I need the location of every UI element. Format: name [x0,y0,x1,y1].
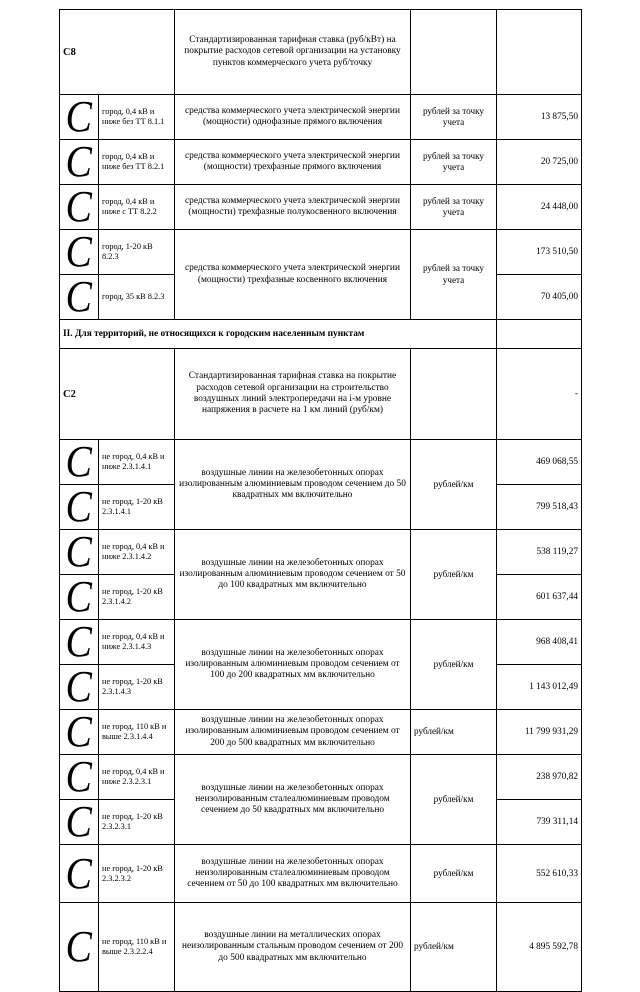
letter-c-mark: С [60,530,99,575]
row-condition: город, 0,4 кВ и ниже без ТТ 8.1.1 [99,95,175,140]
row-unit: рублей за точку учета [411,140,497,185]
row-condition: не город, 0,4 кВ и ниже 2.3.2.3.1 [99,755,175,800]
table-row [60,845,582,903]
row-unit: рублей/км [411,440,497,530]
row-value: 799 518,43 [497,485,582,530]
row-description: воздушные линии на железобетонных опорах изолированным алюминиевым проводом сечением от 100 до 200 квадратных мм включительно [175,620,411,710]
tariff-table [59,9,582,992]
row-value: 20 725,00 [497,140,582,185]
table-row [60,10,582,95]
table-row [60,140,582,185]
table-row [60,440,582,485]
letter-c-mark: С [60,485,99,530]
row-value: 238 970,82 [497,755,582,800]
letter-c-mark: С [60,575,99,620]
row-description: воздушные линии на металлических опорах неизолированным стальным проводом сечением от 200 до 500 квадратных мм включительно [175,903,411,992]
row-condition: не город, 1-20 кВ 2.3.1.4.2 [99,575,175,620]
table-row [60,530,582,575]
row-value: 1 143 012,49 [497,665,582,710]
row-value: 11 799 931,29 [497,710,582,755]
table-row [60,95,582,140]
row-unit: рублей/км [411,620,497,710]
row-description: воздушные линии на железобетонных опорах изолированным алюминиевым проводом сечением до 50 квадратных мм включительно [175,440,411,530]
row-unit: рублей за точку учета [411,95,497,140]
letter-c-mark: С [60,185,99,230]
row-unit [411,10,497,95]
table-row [60,903,582,992]
letter-c-mark: С [60,755,99,800]
row-description: Стандартизированная тарифная ставка на покрытие расходов сетевой организации на строительство воздушных линий электропередачи на i-м уровне напряжения в расчете на 1 км линий (руб/км) [175,349,411,440]
row-unit: рублей/км [411,755,497,845]
letter-c-mark: С [60,230,99,275]
row-condition: не город, 0,4 кВ и ниже 2.3.1.4.1 [99,440,175,485]
row-condition: не город, 0,4 кВ и ниже 2.3.1.4.3 [99,620,175,665]
row-value: 538 119,27 [497,530,582,575]
row-value: 173 510,50 [497,230,582,275]
row-description: средства коммерческого учета электрической энергии (мощности) трехфазные полукосвенного включения [175,185,411,230]
row-value: 739 311,14 [497,800,582,845]
letter-c-mark: С [60,620,99,665]
table-row [60,710,582,755]
row-value: 601 637,44 [497,575,582,620]
row-unit: рублей за точку учета [411,230,497,320]
row-condition: город, 35 кВ 8.2.3 [99,275,175,320]
letter-c-mark: С [60,440,99,485]
row-description: воздушные линии на железобетонных опорах неизолированным сталеалюминиевым проводом сечением до 50 квадратных мм включительно [175,755,411,845]
letter-c-mark: С [60,903,99,992]
row-description: средства коммерческого учета электрической энергии (мощности) однофазные прямого включения [175,95,411,140]
letter-c-mark: С [60,800,99,845]
table-row [60,230,582,275]
row-unit: рублей за точку учета [411,185,497,230]
row-value [497,10,582,95]
row-description: воздушные линии на железобетонных опорах изолированным алюминиевым проводом сечением от 50 до 100 квадратных мм включительно [175,530,411,620]
row-condition: не город, 110 кВ и выше 2.3.1.4.4 [99,710,175,755]
row-unit [411,349,497,440]
letter-c-mark: С [60,140,99,185]
row-description: средства коммерческого учета электрической энергии (мощности) трехфазные прямого включения [175,140,411,185]
row-value: 70 405,00 [497,275,582,320]
row-unit: рублей/км [411,903,497,992]
table-row [60,185,582,230]
letter-c-mark: С [60,665,99,710]
row-unit: рублей/км [411,845,497,903]
row-value: 469 068,55 [497,440,582,485]
letter-c-mark: С [60,95,99,140]
letter-c-mark: С [60,845,99,903]
row-condition: не город, 1-20 кВ 2.3.1.4.3 [99,665,175,710]
row-value: 968 408,41 [497,620,582,665]
row-value: 13 875,50 [497,95,582,140]
row-condition: не город, 1-20 кВ 2.3.1.4.1 [99,485,175,530]
row-description: воздушные линии на железобетонных опорах неизолированным сталеалюминиевым проводом сечением от 50 до 100 квадратных мм включительно [175,845,411,903]
row-condition: не город, 1-20 кВ 2.3.2.3.1 [99,800,175,845]
row-value: 552 610,33 [497,845,582,903]
row-condition: не город, 0,4 кВ и ниже 2.3.1.4.2 [99,530,175,575]
section-title: II. Для территорий, не относящихся к городским населенным пунктам [60,320,497,349]
row-code: С8 [60,10,175,95]
letter-c-mark: С [60,275,99,320]
letter-c-mark: С [60,710,99,755]
row-unit: рублей/км [411,710,497,755]
row-condition: не город, 1-20 кВ 2.3.2.3.2 [99,845,175,903]
row-value [497,320,582,349]
row-code: С2 [60,349,175,440]
row-unit: рублей/км [411,530,497,620]
row-value: 24 448,00 [497,185,582,230]
table-row [60,755,582,800]
row-value: - [497,349,582,440]
table-row [60,349,582,440]
row-description: Стандартизированная тарифная ставка (руб/кВт) на покрытие расходов сетевой организации на установку пунктов коммерческого учета руб/точку [175,10,411,95]
row-condition: город, 0,4 кВ и ниже без ТТ 8.2.1 [99,140,175,185]
row-condition: город, 1-20 кВ 8.2.3 [99,230,175,275]
row-condition: город, 0,4 кВ и ниже с ТТ 8.2.2 [99,185,175,230]
table-row [60,620,582,665]
row-description: средства коммерческого учета электрической энергии (мощности) трехфазные косвенного включения [175,230,411,320]
section-row [60,320,582,349]
row-condition: не город, 110 кВ и выше 2.3.2.2.4 [99,903,175,992]
row-description: воздушные линии на железобетонных опорах изолированным алюминиевым проводом сечением от 200 до 500 квадратных мм включительно [175,710,411,755]
row-value: 4 895 592,78 [497,903,582,992]
